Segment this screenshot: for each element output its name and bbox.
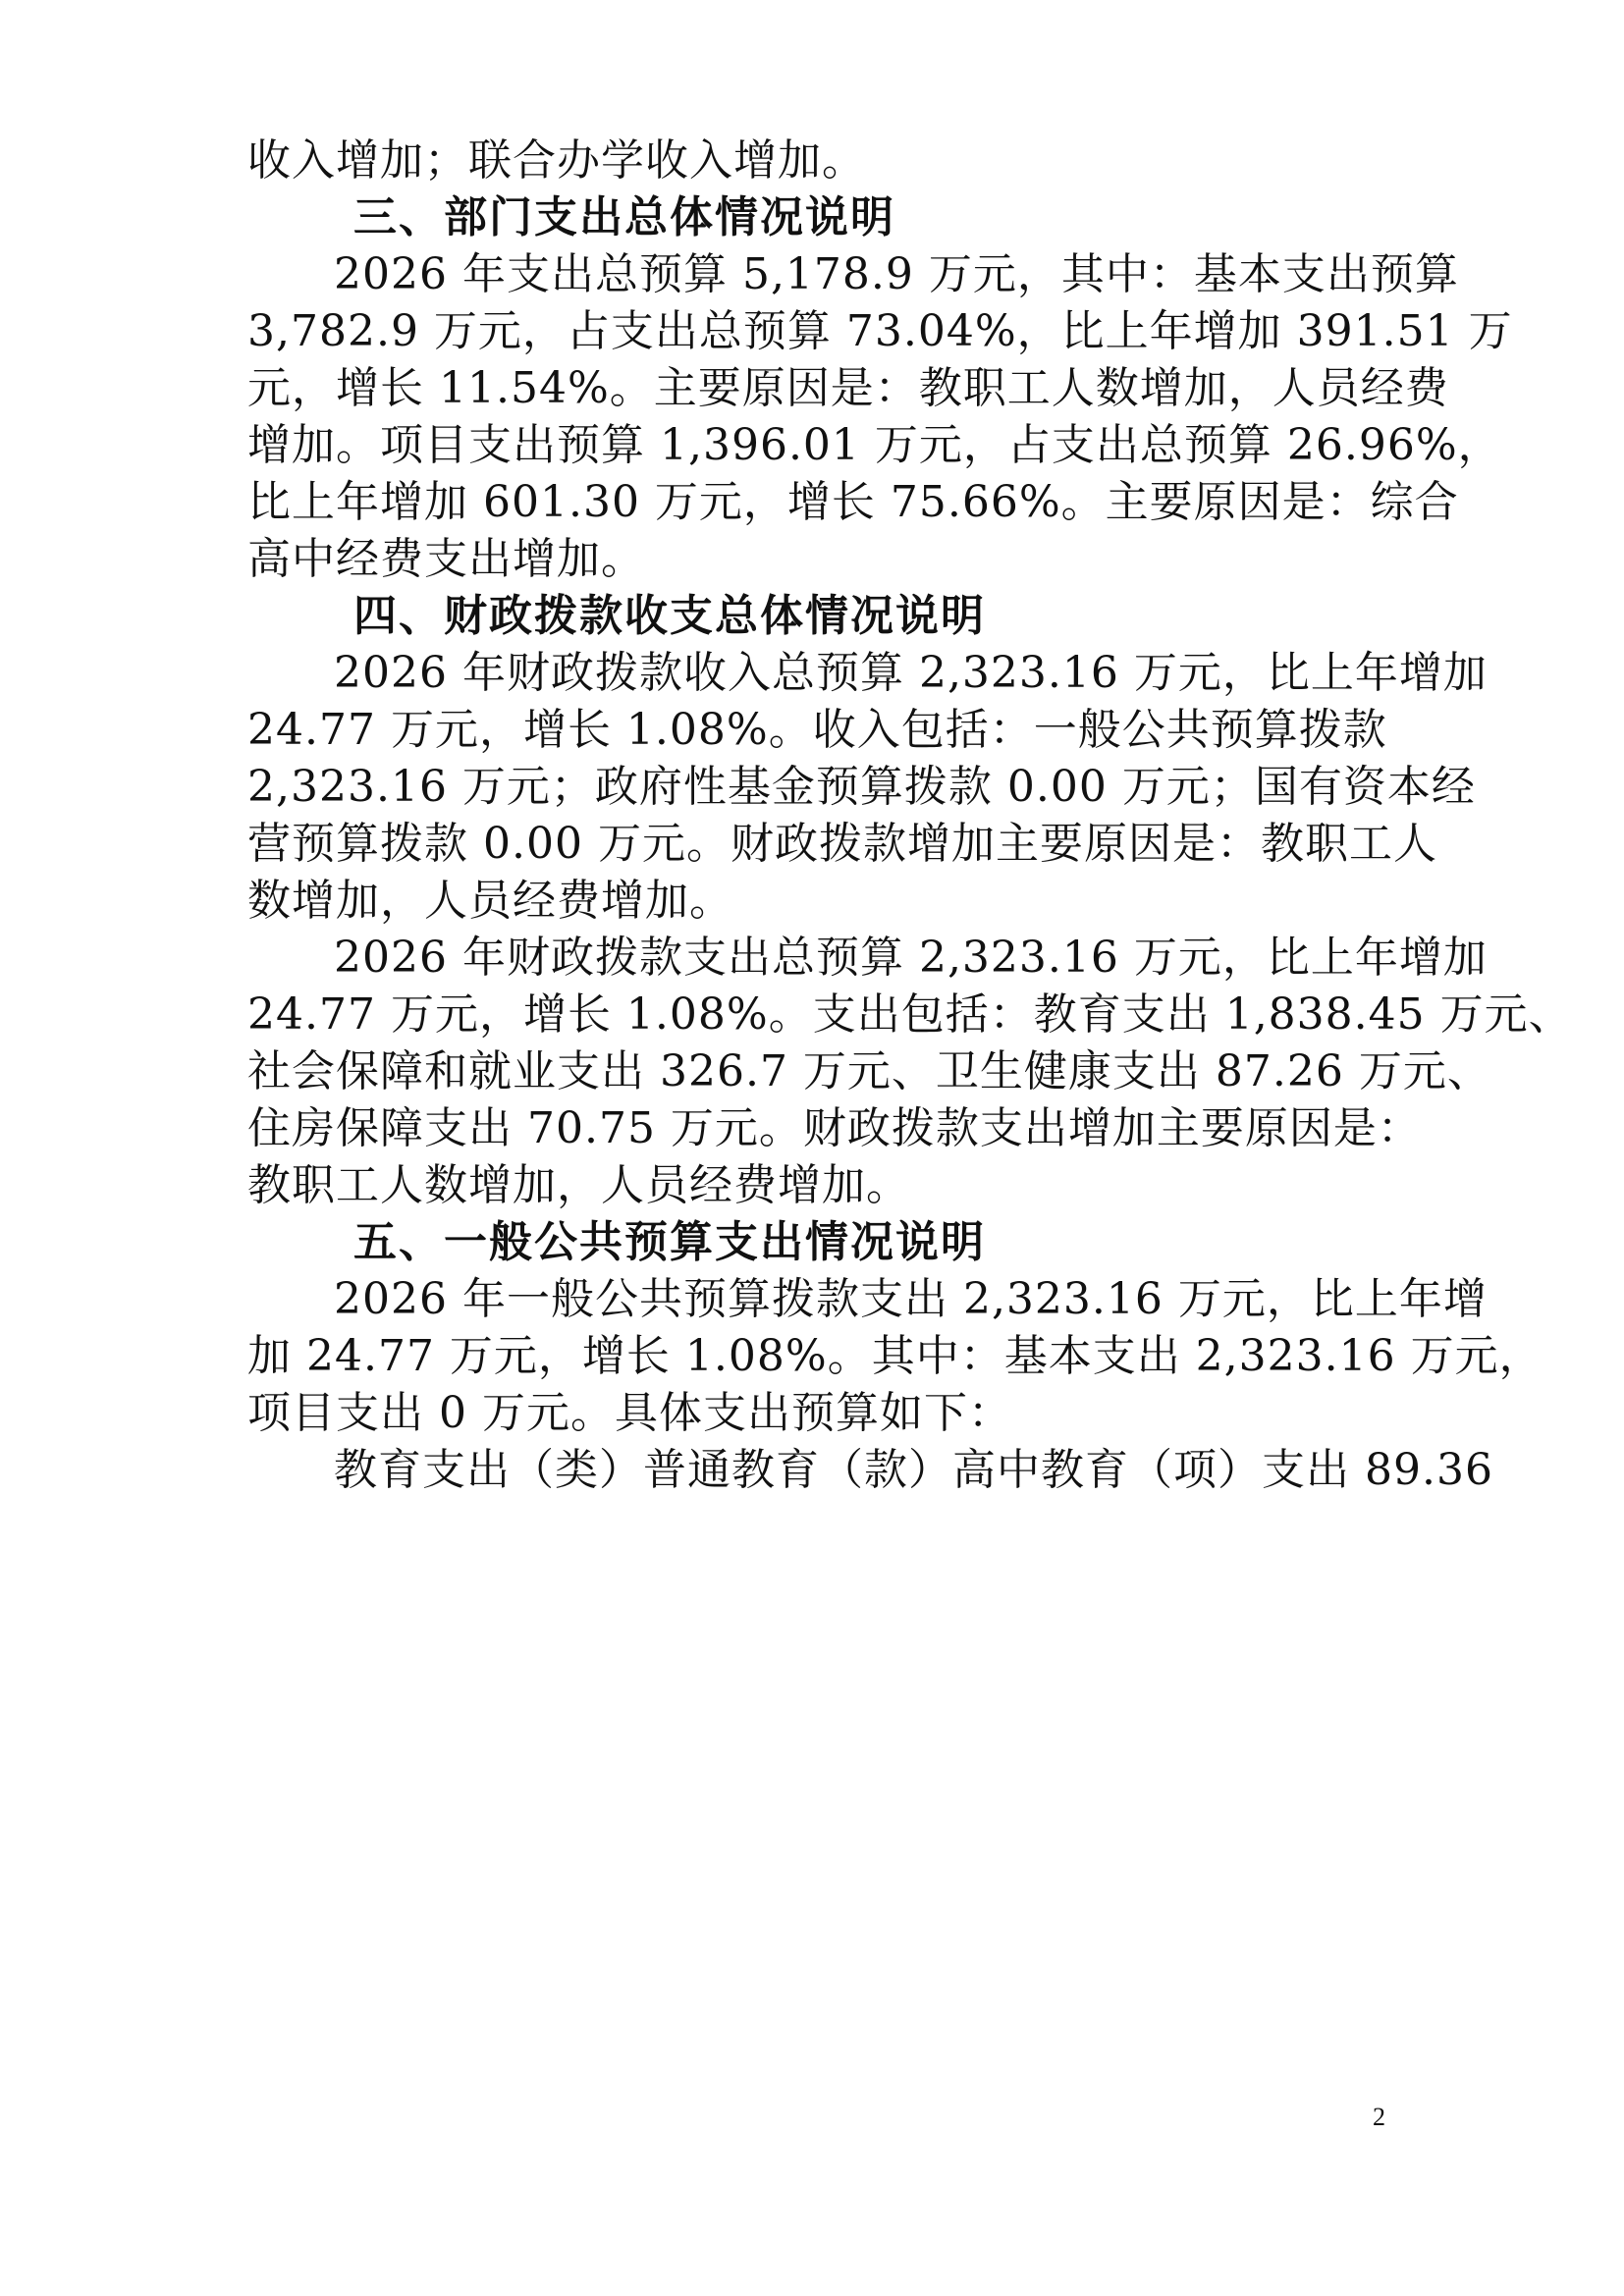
text-line: 教育支出（类）普通教育（款）高中教育（项）支出 89.36 [334, 1445, 1493, 1495]
text-line: 教职工人数增加，人员经费增加。 [247, 1160, 910, 1210]
page-number: 2 [1373, 2103, 1385, 2131]
text-line: 元，增长 11.54%。主要原因是：教职工人数增加，人员经费 [247, 363, 1449, 413]
text-line: 增加。项目支出预算 1,396.01 万元，占支出总预算 26.96%， [247, 420, 1502, 470]
text-line: 高中经费支出增加。 [247, 534, 645, 584]
text-line: 2026 年支出总预算 5,178.9 万元，其中：基本支出预算 [334, 249, 1459, 299]
section-heading-5: 五、一般公共预算支出情况说明 [353, 1217, 986, 1267]
section-heading-4: 四、财政拨款收支总体情况说明 [353, 591, 986, 641]
text-line: 数增加，人员经费增加。 [247, 876, 733, 926]
text-line: 24.77 万元，增长 1.08%。收入包括：一般公共预算拨款 [247, 705, 1387, 755]
text-line: 2,323.16 万元；政府性基金预算拨款 0.00 万元；国有资本经 [247, 762, 1476, 812]
text-line: 加 24.77 万元，增长 1.08%。其中：基本支出 2,323.16 万元， [247, 1331, 1543, 1381]
section-heading-3: 三、部门支出总体情况说明 [353, 192, 895, 242]
text-line: 住房保障支出 70.75 万元。财政拨款支出增加主要原因是： [247, 1103, 1422, 1153]
text-line: 2026 年财政拨款收入总预算 2,323.16 万元，比上年增加 [334, 648, 1488, 698]
text-line: 社会保障和就业支出 326.7 万元、卫生健康支出 87.26 万元、 [247, 1046, 1491, 1096]
text-line: 收入增加；联合办学收入增加。 [247, 135, 866, 186]
text-line: 2026 年一般公共预算拨款支出 2,323.16 万元，比上年增 [334, 1274, 1488, 1324]
text-line: 比上年增加 601.30 万元，增长 75.66%。主要原因是：综合 [247, 477, 1459, 527]
text-line: 营预算拨款 0.00 万元。财政拨款增加主要原因是：教职工人 [247, 819, 1437, 869]
text-line: 24.77 万元，增长 1.08%。支出包括：教育支出 1,838.45 万元、 [247, 989, 1573, 1040]
text-line: 项目支出 0 万元。具体支出预算如下： [247, 1388, 1012, 1438]
text-line: 3,782.9 万元，占支出总预算 73.04%，比上年增加 391.51 万 [247, 306, 1513, 356]
text-line: 2026 年财政拨款支出总预算 2,323.16 万元，比上年增加 [334, 933, 1488, 983]
